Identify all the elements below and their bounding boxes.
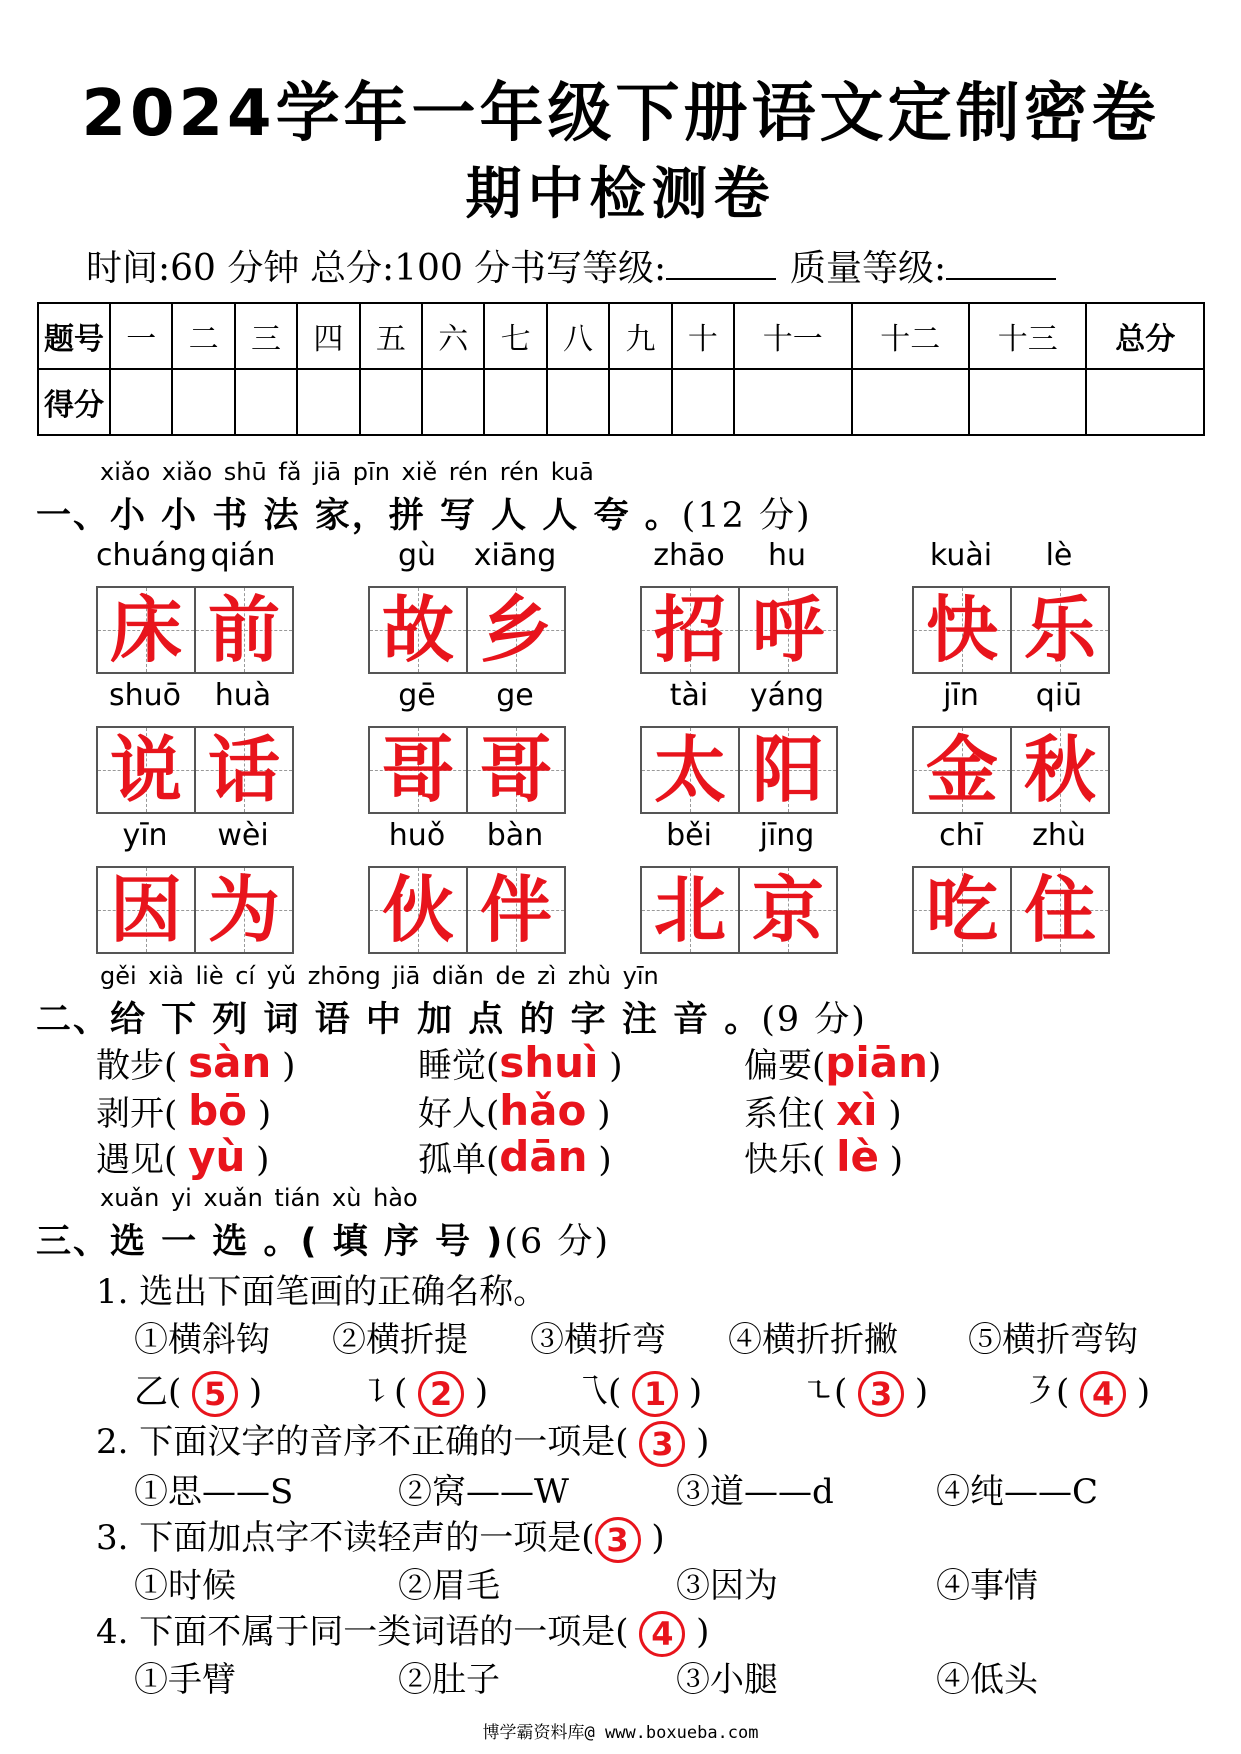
q1-option: ③横折弯 (530, 1320, 666, 1360)
written-character: 故 (381, 588, 454, 672)
tianzige-pair (96, 586, 292, 672)
score-col: 三 (235, 303, 297, 369)
s2-answer[interactable]: xì (836, 1086, 878, 1135)
q3-option: ③因为 (676, 1566, 778, 1606)
s2-word: 孤单( (418, 1140, 500, 1180)
s2-word: 快乐( (744, 1140, 826, 1180)
q1-option: ④横折折撇 (728, 1320, 898, 1360)
s2-answer[interactable]: hǎo (499, 1086, 587, 1135)
word-pinyin (368, 538, 564, 578)
tianzige-pair (368, 586, 564, 672)
word-grid (368, 678, 564, 812)
score-table-score-row (38, 369, 1204, 435)
s2-item (96, 1086, 271, 1135)
tianzige-cell[interactable] (640, 866, 740, 954)
word-pinyin (368, 818, 564, 858)
written-character: 话 (207, 728, 280, 812)
q4-text: 4. 下面不属于同一类词语的一项是( (96, 1612, 629, 1652)
written-character: 秋 (1023, 728, 1096, 812)
word-grid (912, 538, 1108, 672)
score-col: 十三 (969, 303, 1086, 369)
tianzige-cell[interactable] (912, 586, 1012, 674)
word-grid (912, 678, 1108, 812)
written-character: 乡 (479, 588, 552, 672)
score-cell[interactable] (609, 369, 671, 435)
word-grid (640, 538, 836, 672)
score-cell[interactable] (110, 369, 172, 435)
written-character: 呼 (751, 588, 824, 672)
word-pinyin (912, 678, 1108, 718)
tianzige-pair (368, 726, 564, 812)
exam-time: 时间:60 分钟 (86, 248, 300, 289)
score-cell[interactable] (484, 369, 546, 435)
word-grid (96, 678, 292, 812)
s2-answer[interactable]: dān (499, 1132, 588, 1181)
tianzige-cell[interactable] (1010, 866, 1110, 954)
score-cell[interactable] (1086, 369, 1204, 435)
written-character: 为 (207, 868, 280, 952)
pinyin-syllable: qián (210, 538, 276, 573)
score-col: 五 (360, 303, 422, 369)
s2-item (96, 1038, 295, 1087)
pinyin-syllable: huà (214, 678, 272, 713)
q1-answer[interactable]: 5 (192, 1371, 238, 1417)
q2-answer[interactable]: 3 (639, 1421, 685, 1467)
s2-item (744, 1132, 903, 1181)
q2-option: ③道——d (676, 1472, 834, 1512)
tianzige-cell[interactable] (912, 866, 1012, 954)
score-col: 十二 (852, 303, 969, 369)
s2-answer[interactable]: piān (825, 1038, 928, 1087)
tianzige-cell[interactable] (738, 726, 838, 814)
s2-close: ) (598, 1140, 612, 1180)
tianzige-cell[interactable] (1010, 586, 1110, 674)
section2-points: (9 分) (761, 1000, 867, 1040)
pinyin-syllable: chuáng (96, 538, 207, 573)
score-cell[interactable] (422, 369, 484, 435)
score-cell[interactable] (672, 369, 734, 435)
word-pinyin (640, 818, 836, 858)
q1-answer[interactable]: 2 (418, 1371, 464, 1417)
q1-option: ⑤横折弯钩 (968, 1320, 1138, 1360)
stroke-glyph: ㇍ (800, 1372, 834, 1412)
pinyin-syllable: yáng (749, 678, 825, 713)
written-character: 快 (925, 588, 998, 672)
pinyin-syllable: bàn (486, 818, 544, 853)
word-pinyin (640, 538, 836, 578)
pinyin-syllable: zhù (1032, 818, 1086, 853)
tianzige-cell[interactable] (96, 866, 196, 954)
word-pinyin (96, 818, 292, 858)
section2-heading (36, 992, 867, 1042)
pinyin-syllable: wèi (217, 818, 269, 853)
s2-close: ) (597, 1094, 611, 1134)
q4-option: ①手臂 (134, 1660, 236, 1700)
word-grid (640, 818, 836, 952)
s2-word: 散步( (96, 1046, 178, 1086)
pinyin-syllable: ge (496, 678, 534, 713)
tianzige-cell[interactable] (640, 586, 740, 674)
tianzige-cell[interactable] (738, 866, 838, 954)
score-col: 八 (547, 303, 609, 369)
pinyin-syllable: jīn (943, 678, 979, 713)
section3-pinyin: xuǎn yi xuǎn tián xù hào (100, 1184, 418, 1212)
section1-pinyin: xiǎo xiǎo shū fǎ jiā pīn xiě rén rén kuā (100, 458, 594, 486)
s2-answer[interactable]: yù (188, 1132, 246, 1181)
section1-heading-text: 一、小 小 书 法 家，拼 写 人 人 夸 。 (36, 496, 682, 536)
written-character: 阳 (751, 728, 824, 812)
s2-close: ) (256, 1140, 270, 1180)
stroke-glyph: 乙 (134, 1372, 168, 1412)
tianzige-pair (640, 866, 836, 952)
written-character: 太 (653, 728, 726, 812)
pinyin-syllable: huǒ (388, 818, 446, 853)
q1-stroke: ㇊( 2 ) (360, 1364, 488, 1417)
tianzige-pair (640, 726, 836, 812)
score-col: 四 (297, 303, 359, 369)
score-table (37, 302, 1205, 436)
q1-option: ②横折提 (332, 1320, 468, 1360)
written-character: 哥 (479, 728, 552, 812)
section3-heading (36, 1214, 610, 1264)
q3-text: 3. 下面加点字不读轻声的一项是( (96, 1518, 595, 1558)
written-character: 因 (109, 868, 182, 952)
quality-grade-label: 质量等级: (790, 248, 947, 289)
tianzige-cell[interactable] (368, 586, 468, 674)
word-grid (368, 538, 564, 672)
pinyin-syllable: tài (669, 678, 709, 713)
exam-total: 总分:100 分 (310, 248, 511, 289)
q2-option: ④纯——C (936, 1472, 1099, 1512)
tianzige-cell[interactable] (368, 866, 468, 954)
q1-answer[interactable]: 1 (632, 1371, 678, 1417)
writing-grade (510, 240, 776, 291)
s2-answer[interactable]: bō (188, 1086, 247, 1135)
q2-text: 2. 下面汉字的音序不正确的一项是( (96, 1422, 629, 1462)
q1-stroke: ㇍( 3 ) (800, 1364, 928, 1417)
word-pinyin (640, 678, 836, 718)
written-character: 金 (925, 728, 998, 812)
score-col: 七 (484, 303, 546, 369)
pinyin-syllable: qiū (1035, 678, 1083, 713)
written-character: 哥 (381, 728, 454, 812)
pinyin-syllable: jīng (759, 818, 815, 853)
pinyin-syllable: kuài (929, 538, 993, 573)
writing-grade-blank[interactable] (666, 248, 776, 280)
q1-stroke: 乁( 1 ) (574, 1364, 702, 1417)
word-pinyin (96, 678, 292, 718)
score-table-header-row (38, 303, 1204, 369)
tianzige-cell[interactable] (912, 726, 1012, 814)
q1-stroke: 乙( 5 ) (134, 1364, 262, 1417)
q2: 2. 下面汉字的音序不正确的一项是( 3 ) (96, 1414, 709, 1467)
pinyin-syllable: zhāo (653, 538, 725, 573)
word-grid (368, 818, 564, 952)
q4-option: ④低头 (936, 1660, 1038, 1700)
s2-item (418, 1086, 610, 1135)
written-character: 吃 (925, 868, 998, 952)
section1-points: (12 分) (681, 496, 812, 536)
tianzige-cell[interactable] (194, 866, 294, 954)
q3-answer[interactable]: 3 (595, 1517, 641, 1563)
tianzige-cell[interactable] (466, 866, 566, 954)
s2-close: ) (927, 1046, 942, 1086)
s2-item (418, 1038, 623, 1087)
tianzige-cell[interactable] (194, 586, 294, 674)
score-col: 六 (422, 303, 484, 369)
score-cell[interactable] (235, 369, 297, 435)
written-character: 住 (1023, 868, 1096, 952)
stroke-glyph: ㇋ (1022, 1372, 1056, 1412)
written-character: 伴 (479, 868, 552, 952)
written-character: 北 (653, 868, 726, 952)
s2-answer[interactable]: sàn (188, 1038, 272, 1087)
s2-word: 剥开( (96, 1094, 178, 1134)
quality-grade (790, 240, 1056, 291)
tianzige-cell[interactable] (640, 726, 740, 814)
q3: 3. 下面加点字不读轻声的一项是( 3 ) (96, 1510, 665, 1563)
page-subtitle: 期中检测卷 (465, 162, 776, 227)
stroke-glyph: ㇊ (360, 1372, 394, 1412)
s2-word: 系住( (744, 1094, 826, 1134)
q1-text: 1. 选出下面笔画的正确名称。 (96, 1272, 548, 1312)
s2-close: ) (257, 1094, 272, 1134)
tianzige-cell[interactable] (96, 726, 196, 814)
pinyin-syllable: shuō (108, 678, 181, 713)
written-character: 京 (751, 868, 824, 952)
tianzige-pair (912, 866, 1108, 952)
score-cell[interactable] (969, 369, 1086, 435)
word-pinyin (368, 678, 564, 718)
tianzige-cell[interactable] (738, 586, 838, 674)
score-row-label: 得分 (38, 369, 110, 435)
s2-item (96, 1132, 269, 1181)
score-total-header: 总分 (1086, 303, 1204, 369)
score-cell[interactable] (297, 369, 359, 435)
written-character: 床 (109, 588, 182, 672)
q1-option: ①横斜钩 (134, 1320, 270, 1360)
writing-grade-label: 书写等级: (510, 248, 667, 289)
score-col: 十一 (734, 303, 851, 369)
q3-option: ①时候 (134, 1566, 236, 1606)
word-pinyin (912, 538, 1108, 578)
score-col: 二 (172, 303, 234, 369)
pinyin-syllable: běi (666, 818, 712, 853)
tianzige-pair (912, 726, 1108, 812)
score-table-row-label: 题号 (38, 303, 110, 369)
tianzige-cell[interactable] (466, 726, 566, 814)
written-character: 伙 (381, 868, 454, 952)
stroke-glyph: 乁 (574, 1372, 608, 1412)
pinyin-syllable: lè (1045, 538, 1073, 573)
s2-close: ) (609, 1046, 623, 1086)
word-grid (96, 818, 292, 952)
q2-option: ②窝——W (398, 1472, 569, 1512)
s2-item (744, 1086, 902, 1135)
section1-heading (36, 488, 812, 538)
s2-word: 睡觉( (418, 1046, 500, 1086)
q4-option: ②肚子 (398, 1660, 500, 1700)
section2-pinyin: gěi xià liè cí yǔ zhōng jiā diǎn de zì zhù yīn (100, 962, 659, 990)
q3-option: ②眉毛 (398, 1566, 500, 1606)
score-cell[interactable] (172, 369, 234, 435)
tianzige-pair (640, 586, 836, 672)
quality-grade-blank[interactable] (946, 248, 1056, 280)
pinyin-syllable: gù (397, 538, 437, 573)
s2-word: 遇见( (96, 1140, 178, 1180)
q4-answer[interactable]: 4 (639, 1611, 685, 1657)
q1-answer[interactable]: 4 (1080, 1371, 1126, 1417)
word-grid (640, 678, 836, 812)
word-grid (96, 538, 292, 672)
tianzige-pair (96, 726, 292, 812)
section2-heading-text: 二、给 下 列 词 语 中 加 点 的 字 注 音 。 (36, 1000, 762, 1040)
pinyin-syllable: yīn (122, 818, 168, 853)
tianzige-cell[interactable] (466, 586, 566, 674)
s2-answer[interactable]: lè (836, 1132, 879, 1181)
s2-item (744, 1038, 941, 1087)
score-cell[interactable] (734, 369, 851, 435)
pinyin-syllable: chī (939, 818, 983, 853)
written-character: 说 (109, 728, 182, 812)
score-col: 十 (672, 303, 734, 369)
s2-close: ) (282, 1046, 296, 1086)
q3-option: ④事情 (936, 1566, 1038, 1606)
tianzige-cell[interactable] (1010, 726, 1110, 814)
tianzige-pair (368, 866, 564, 952)
footer-watermark: 博学霸资料库@ www.boxueba.com (482, 1723, 759, 1743)
score-cell[interactable] (852, 369, 969, 435)
pinyin-syllable: gē (398, 678, 436, 713)
score-col: 一 (110, 303, 172, 369)
pinyin-syllable: hu (767, 538, 807, 573)
word-pinyin (912, 818, 1108, 858)
section3-heading-text: 三、选 一 选 。( 填 序 号 ) (36, 1222, 505, 1262)
q4: 4. 下面不属于同一类词语的一项是( 4 ) (96, 1604, 709, 1657)
s2-item (418, 1132, 612, 1181)
word-pinyin (96, 538, 292, 578)
q1-stroke: ㇋( 4 ) (1022, 1364, 1150, 1417)
tianzige-cell[interactable] (368, 726, 468, 814)
s2-word: 好人( (418, 1094, 500, 1134)
s2-answer[interactable]: shuì (499, 1038, 599, 1087)
pinyin-syllable: xiāng (473, 538, 557, 573)
written-character: 招 (653, 588, 726, 672)
q1-answer[interactable]: 3 (858, 1371, 904, 1417)
tianzige-cell[interactable] (96, 586, 196, 674)
tianzige-pair (96, 866, 292, 952)
word-grid (912, 818, 1108, 952)
tianzige-cell[interactable] (194, 726, 294, 814)
score-cell[interactable] (547, 369, 609, 435)
page-title: 2024学年一年级下册语文定制密卷 (81, 77, 1160, 151)
written-character: 乐 (1023, 588, 1096, 672)
s2-close: ) (888, 1094, 902, 1134)
score-cell[interactable] (360, 369, 422, 435)
score-col: 九 (609, 303, 671, 369)
s2-close: ) (889, 1140, 904, 1180)
tianzige-pair (912, 586, 1108, 672)
s2-word: 偏要( (744, 1046, 826, 1086)
q2-option: ①思——S (134, 1472, 294, 1512)
written-character: 前 (207, 588, 280, 672)
q4-option: ③小腿 (676, 1660, 778, 1700)
section3-points: (6 分) (504, 1222, 611, 1262)
